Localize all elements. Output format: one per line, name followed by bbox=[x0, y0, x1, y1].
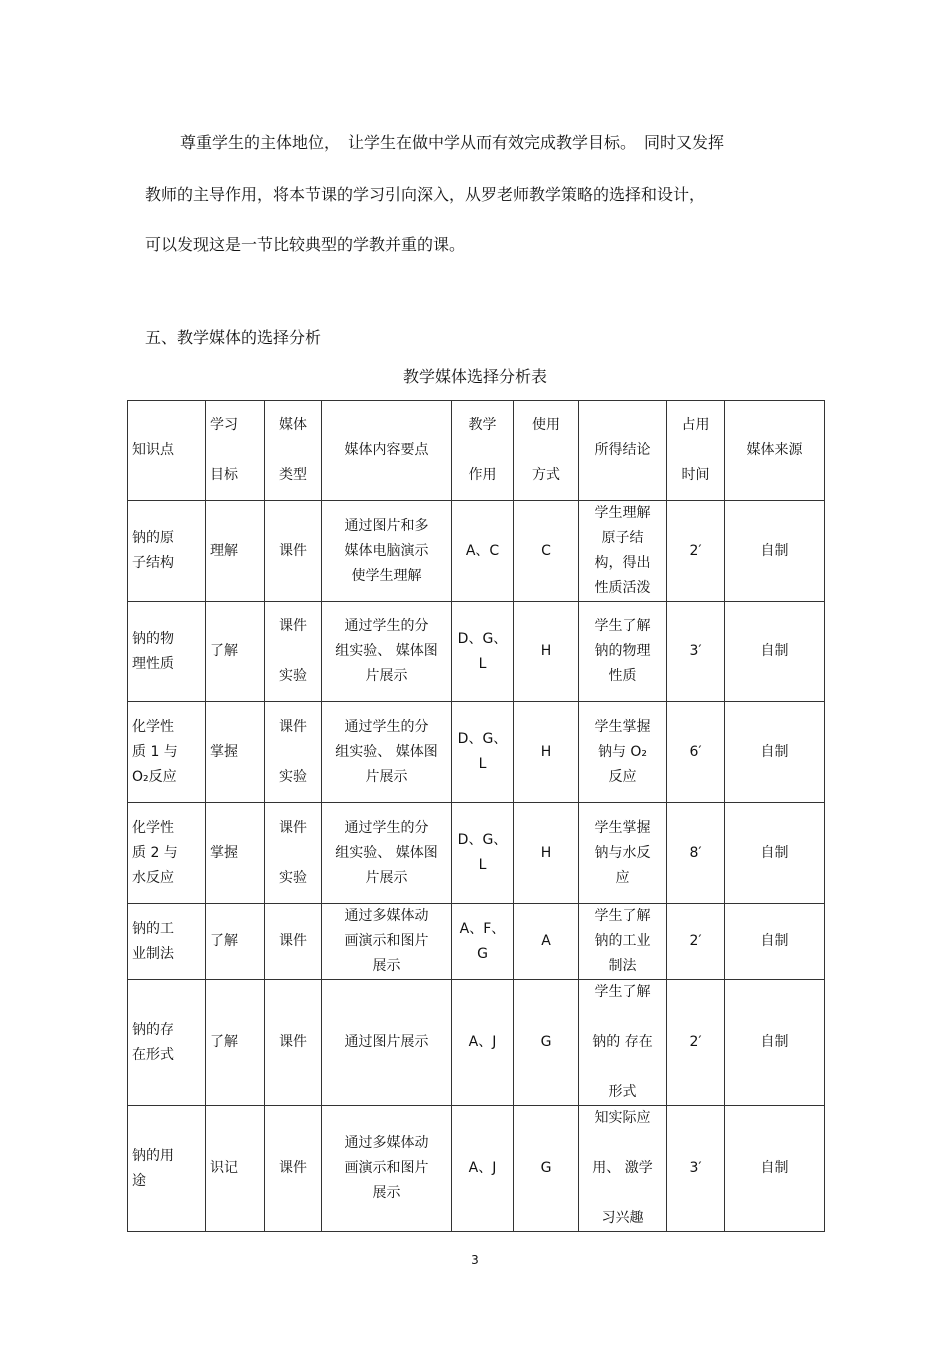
table-row bbox=[128, 980, 825, 1106]
table-cell: 课件 实验 bbox=[265, 702, 322, 803]
table-cell: 学生掌握 钠与水反 应 bbox=[579, 803, 667, 904]
table-cell: 知实际应 用、 激学 习兴趣 bbox=[579, 1106, 667, 1232]
table-cell: 课件 bbox=[265, 1106, 322, 1232]
table-cell: 学生理解 原子结 构，得出 性质活泼 bbox=[579, 501, 667, 602]
table-cell: 3′ bbox=[667, 1106, 725, 1232]
paragraph-line-2: 教师的主导作用，将本节课的学习引向深入，从罗老师教学策略的选择和设计， bbox=[145, 185, 706, 204]
table-cell: 钠的工 业制法 bbox=[128, 904, 206, 980]
table-cell: 学生了解 钠的 存在 形式 bbox=[579, 980, 667, 1106]
table-row bbox=[128, 702, 825, 803]
table-cell: D、G、 L bbox=[452, 602, 514, 702]
table-cell: A、C bbox=[452, 501, 514, 602]
page-number: 3 bbox=[471, 1253, 479, 1267]
table-cell: 掌握 bbox=[206, 803, 265, 904]
table-cell: H bbox=[514, 803, 579, 904]
table-header-cell: 知识点 bbox=[128, 401, 206, 501]
table-cell: A bbox=[514, 904, 579, 980]
media-analysis-table bbox=[127, 400, 825, 1232]
table-cell: 学生掌握 钠与 O₂ 反应 bbox=[579, 702, 667, 803]
table-header-cell: 教学 作用 bbox=[452, 401, 514, 501]
table-cell: 通过多媒体动 画演示和图片 展示 bbox=[322, 1106, 452, 1232]
table-row bbox=[128, 602, 825, 702]
table-header-row bbox=[128, 401, 825, 501]
table-cell: A、J bbox=[452, 1106, 514, 1232]
table-cell: 学生了解 钠的工业 制法 bbox=[579, 904, 667, 980]
table-cell: 识记 bbox=[206, 1106, 265, 1232]
table-cell: 通过多媒体动 画演示和图片 展示 bbox=[322, 904, 452, 980]
table-cell: 课件 实验 bbox=[265, 803, 322, 904]
table-cell: 钠的物 理性质 bbox=[128, 602, 206, 702]
table-cell: D、G、 L bbox=[452, 803, 514, 904]
table-cell: 钠的用 途 bbox=[128, 1106, 206, 1232]
table-cell: 通过学生的分 组实验、 媒体图 片展示 bbox=[322, 702, 452, 803]
table-cell: H bbox=[514, 702, 579, 803]
table-cell: 8′ bbox=[667, 803, 725, 904]
table-header-cell: 媒体 类型 bbox=[265, 401, 322, 501]
table-cell: 2′ bbox=[667, 980, 725, 1106]
table-cell: 学生了解 钠的物理 性质 bbox=[579, 602, 667, 702]
table-cell: 自制 bbox=[725, 980, 825, 1106]
paragraph-line-1: 尊重学生的主体地位， 让学生在做中学从而有效完成教学目标。 同时又发挥 bbox=[180, 133, 725, 152]
table-cell: 化学性 质 1 与 O₂反应 bbox=[128, 702, 206, 803]
table-cell: 理解 bbox=[206, 501, 265, 602]
section-heading: 五、教学媒体的选择分析 bbox=[145, 328, 322, 347]
table-row bbox=[128, 501, 825, 602]
table-cell: 课件 bbox=[265, 980, 322, 1106]
table-cell: 了解 bbox=[206, 980, 265, 1106]
table-cell: 自制 bbox=[725, 501, 825, 602]
table-cell: D、G、 L bbox=[452, 702, 514, 803]
table-cell: 课件 bbox=[265, 501, 322, 602]
table-cell: 掌握 bbox=[206, 702, 265, 803]
table-cell: 课件 实验 bbox=[265, 602, 322, 702]
table-cell: G bbox=[514, 980, 579, 1106]
table-cell: 了解 bbox=[206, 602, 265, 702]
table-cell: 自制 bbox=[725, 702, 825, 803]
table-cell: G bbox=[514, 1106, 579, 1232]
table-row bbox=[128, 1106, 825, 1232]
table-cell: 通过学生的分 组实验、 媒体图 片展示 bbox=[322, 803, 452, 904]
table-cell: 6′ bbox=[667, 702, 725, 803]
table-cell: 自制 bbox=[725, 1106, 825, 1232]
table-cell: 钠的原 子结构 bbox=[128, 501, 206, 602]
table-cell: 自制 bbox=[725, 904, 825, 980]
table-cell: A、J bbox=[452, 980, 514, 1106]
table-cell: H bbox=[514, 602, 579, 702]
table-header-cell: 媒体来源 bbox=[725, 401, 825, 501]
table-cell: 2′ bbox=[667, 501, 725, 602]
table-header-cell: 所得结论 bbox=[579, 401, 667, 501]
table-cell: 了解 bbox=[206, 904, 265, 980]
table-cell: A、F、 G bbox=[452, 904, 514, 980]
table-cell: 通过图片展示 bbox=[322, 980, 452, 1106]
table-cell: 自制 bbox=[725, 602, 825, 702]
table-cell: 课件 bbox=[265, 904, 322, 980]
table-header-cell: 使用 方式 bbox=[514, 401, 579, 501]
table-cell: 钠的存 在形式 bbox=[128, 980, 206, 1106]
table-cell: 化学性 质 2 与 水反应 bbox=[128, 803, 206, 904]
table-row bbox=[128, 803, 825, 904]
table-header-cell: 学习 目标 bbox=[206, 401, 265, 501]
paragraph-line-3: 可以发现这是一节比较典型的学教并重的课。 bbox=[145, 235, 466, 254]
table-header-cell: 占用 时间 bbox=[667, 401, 725, 501]
table-header-cell: 媒体内容要点 bbox=[322, 401, 452, 501]
table-cell: 自制 bbox=[725, 803, 825, 904]
table-cell: C bbox=[514, 501, 579, 602]
table-cell: 3′ bbox=[667, 602, 725, 702]
table-cell: 2′ bbox=[667, 904, 725, 980]
table-row bbox=[128, 904, 825, 980]
table-cell: 通过图片和多 媒体电脑演示 使学生理解 bbox=[322, 501, 452, 602]
table-title: 教学媒体选择分析表 bbox=[402, 367, 547, 386]
table-cell: 通过学生的分 组实验、 媒体图 片展示 bbox=[322, 602, 452, 702]
